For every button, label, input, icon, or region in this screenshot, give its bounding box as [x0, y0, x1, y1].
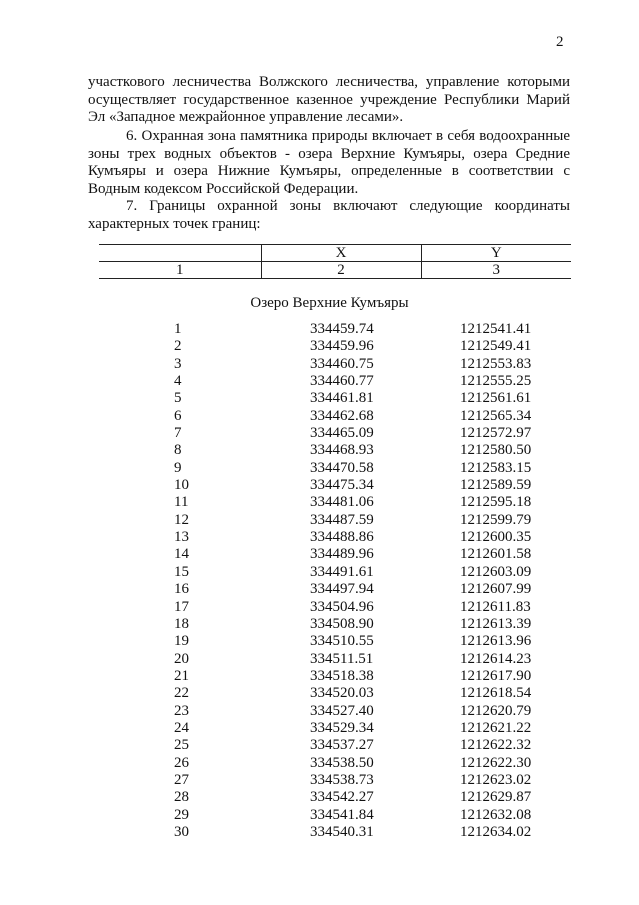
coordinate-x: 334510.55: [310, 633, 374, 650]
coordinate-y: 1212601.58: [460, 546, 532, 563]
point-number: 12: [174, 511, 189, 528]
point-number: 23: [174, 702, 189, 719]
table-row: [160, 789, 540, 806]
table-row: [160, 373, 540, 390]
coordinate-y: 1212565.34: [460, 407, 532, 424]
table-row: [160, 581, 540, 598]
table-row: [160, 425, 540, 442]
point-number: 11: [174, 494, 189, 511]
point-number: 10: [174, 477, 189, 494]
table-row: [160, 321, 540, 338]
coordinate-x: 334491.61: [310, 563, 374, 580]
coordinate-y: 1212617.90: [460, 667, 532, 684]
table-row: [160, 668, 540, 685]
coordinate-x: 334542.27: [310, 789, 374, 806]
point-number: 13: [174, 529, 189, 546]
table-row: [160, 737, 540, 754]
coordinate-y: 1212549.41: [460, 338, 532, 355]
point-number: 4: [174, 373, 182, 390]
coordinate-x: 334538.50: [310, 754, 374, 771]
page-number: 2: [556, 34, 564, 50]
coordinate-y: 1212613.96: [460, 633, 532, 650]
coordinate-x: 334537.27: [310, 737, 374, 754]
point-number: 6: [174, 407, 182, 424]
table-row: [160, 512, 540, 529]
coordinate-y: 1212607.99: [460, 581, 532, 598]
coordinate-x: 334497.94: [310, 581, 374, 598]
point-number: 30: [174, 823, 189, 840]
point-number: 7: [174, 425, 182, 442]
point-number: 5: [174, 390, 182, 407]
point-number: 17: [174, 598, 189, 615]
coordinate-y: 1212632.08: [460, 806, 532, 823]
table-row: [160, 338, 540, 355]
table-row: [160, 772, 540, 789]
coordinate-y: 1212629.87: [460, 789, 532, 806]
coordinate-x: 334489.96: [310, 546, 374, 563]
header-row: [99, 245, 571, 262]
column-number-3: 3: [421, 262, 571, 279]
coordinate-y: 1212621.22: [460, 719, 532, 736]
point-number: 29: [174, 806, 189, 823]
header-cell-y: Y: [421, 245, 571, 262]
point-number: 25: [174, 737, 189, 754]
coordinate-y: 1212620.79: [460, 702, 532, 719]
coordinate-x: 334461.81: [310, 390, 374, 407]
coordinate-y: 1212600.35: [460, 529, 532, 546]
coordinate-x: 334541.84: [310, 806, 374, 823]
point-number: 1: [174, 321, 182, 337]
coordinate-x: 334504.96: [310, 598, 374, 615]
table-row: [160, 494, 540, 511]
table-row: [160, 824, 540, 841]
point-number: 22: [174, 685, 189, 702]
coordinate-y: 1212611.83: [460, 598, 531, 615]
coordinate-y: 1212595.18: [460, 494, 532, 511]
table-row: [160, 390, 540, 407]
coordinate-x: 334529.34: [310, 719, 374, 736]
point-number: 8: [174, 442, 182, 459]
column-number-1: 1: [99, 262, 261, 279]
coordinate-y: 1212599.79: [460, 511, 532, 528]
table-row: [160, 616, 540, 633]
coordinate-y: 1212541.41: [460, 321, 532, 337]
coordinates-list: [160, 321, 540, 841]
coordinate-x: 334465.09: [310, 425, 374, 442]
table-row: [160, 529, 540, 546]
column-number-row: [99, 262, 571, 279]
coordinate-y: 1212622.32: [460, 737, 532, 754]
table-row: [160, 685, 540, 702]
header-cell-x: X: [261, 245, 421, 262]
coordinate-y: 1212553.83: [460, 355, 532, 372]
point-number: 24: [174, 719, 189, 736]
table-row: [160, 460, 540, 477]
table-row: [160, 564, 540, 581]
point-number: 14: [174, 546, 189, 563]
table-row: [160, 633, 540, 650]
coordinate-x: 334538.73: [310, 771, 374, 788]
coordinate-x: 334508.90: [310, 615, 374, 632]
coordinate-x: 334460.75: [310, 355, 374, 372]
table-row: [160, 356, 540, 373]
coordinate-y: 1212622.30: [460, 754, 532, 771]
table-row: [160, 651, 540, 668]
point-number: 20: [174, 650, 189, 667]
coordinate-x: 334459.96: [310, 338, 374, 355]
point-number: 15: [174, 563, 189, 580]
coordinate-x: 334481.06: [310, 494, 374, 511]
coordinate-x: 334462.68: [310, 407, 374, 424]
coordinate-x: 334475.34: [310, 477, 374, 494]
point-number: 19: [174, 633, 189, 650]
header-cell-point: [99, 245, 261, 262]
table-row: [160, 599, 540, 616]
point-number: 16: [174, 581, 189, 598]
coordinate-y: 1212583.15: [460, 459, 532, 476]
point-number: 26: [174, 754, 189, 771]
coordinate-x: 334511.51: [310, 650, 374, 667]
table-row: [160, 408, 540, 425]
coordinate-y: 1212561.61: [460, 390, 532, 407]
table-row: [160, 442, 540, 459]
point-number: 3: [174, 355, 182, 372]
table-row: [160, 477, 540, 494]
point-number: 9: [174, 459, 182, 476]
section-title: Озеро Верхние Кумъяры: [250, 295, 409, 311]
coordinate-y: 1212580.50: [460, 442, 532, 459]
coordinate-y: 1212614.23: [460, 650, 532, 667]
coordinate-y: 1212589.59: [460, 477, 532, 494]
paragraph-protection-zone: 6. Охранная зона памятника природы включает в себя водоохранные зоны трех водных объектов - озера Верхние Кумъяры, озера Средние Кумъяры и озера Нижние Кумъяры, определенные в соответствии с Водным кодексом Российской Федерации.: [88, 128, 570, 197]
coordinate-x: 334468.93: [310, 442, 374, 459]
coordinate-x: 334540.31: [310, 823, 374, 840]
point-number: 2: [174, 338, 182, 355]
coordinate-y: 1212634.02: [460, 823, 532, 840]
point-number: 28: [174, 789, 189, 806]
coordinate-y: 1212555.25: [460, 373, 532, 390]
coordinate-x: 334487.59: [310, 511, 374, 528]
coordinate-x: 334488.86: [310, 529, 374, 546]
point-number: 27: [174, 771, 189, 788]
table-row: [160, 703, 540, 720]
coordinate-x: 334470.58: [310, 459, 374, 476]
table-row: [160, 755, 540, 772]
coordinate-x: 334518.38: [310, 667, 374, 684]
point-number: 18: [174, 615, 189, 632]
coordinate-x: 334520.03: [310, 685, 374, 702]
table-row: [160, 720, 540, 737]
coordinate-y: 1212623.02: [460, 771, 532, 788]
paragraph-forestry-management: участкового лесничества Волжского лесничества, управление которыми осуществляет государственное казенное учреждение Республики Марий Эл «Западное межрайонное управление лесами».: [88, 74, 570, 125]
column-number-2: 2: [261, 262, 421, 279]
coordinate-y: 1212618.54: [460, 685, 532, 702]
coordinate-x: 334459.74: [310, 321, 374, 337]
table-row: [160, 807, 540, 824]
coordinate-y: 1212613.39: [460, 615, 532, 632]
point-number: 21: [174, 667, 189, 684]
coordinates-header-table: [99, 244, 571, 279]
coordinate-x: 334527.40: [310, 702, 374, 719]
table-row: [160, 546, 540, 563]
coordinate-x: 334460.77: [310, 373, 374, 390]
coordinate-y: 1212603.09: [460, 563, 532, 580]
paragraph-boundary-coordinates: 7. Границы охранной зоны включают следующие координаты характерных точек границ:: [88, 198, 570, 232]
coordinate-y: 1212572.97: [460, 425, 532, 442]
